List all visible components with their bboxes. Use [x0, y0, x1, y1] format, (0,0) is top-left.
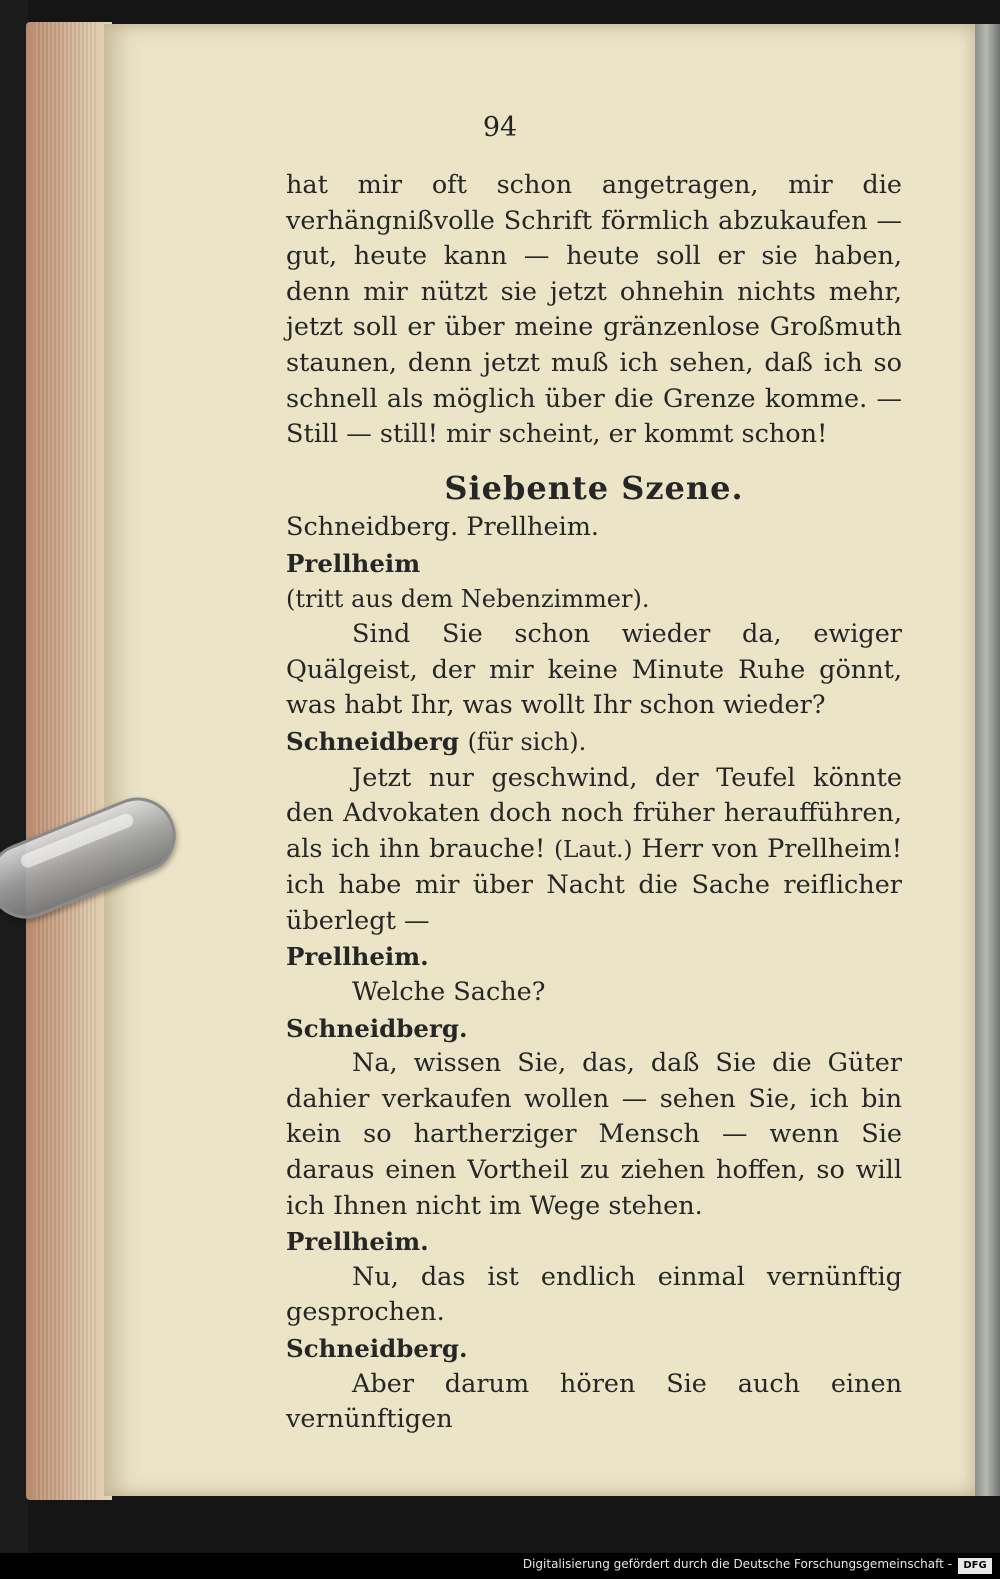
scan-left-background: [0, 0, 28, 1579]
speech-3: Welche Sache?: [352, 977, 546, 1008]
speaker-schneidberg-3: Schneidberg.: [286, 1334, 468, 1363]
speech-4: Na, wissen Sie, das, daß Sie die Güter dahier verkaufen wollen — sehen Sie, ich bin kein so hartherziger Mensch — wenn Sie daraus einen Vortheil zu ziehen hoffen, so will ich Ihnen nicht im Wege stehen.: [286, 1048, 902, 1221]
speech-2: [286, 761, 902, 940]
speech-6: Aber darum hören Sie auch einen vernünftigen: [286, 1368, 902, 1435]
footer-bar: [0, 1553, 1000, 1579]
stage-direction-2: (für sich).: [467, 727, 587, 756]
speaker-schneidberg-2: Schneidberg.: [286, 1013, 468, 1043]
page-number: 94: [482, 112, 518, 143]
speaker-name: Schneidberg: [286, 726, 460, 756]
speech-1: Sind Sie schon wieder da, ewiger Quälgeist, der mir keine Minute Ruhe gönnt, was habt Ihr, was wollt Ihr schon wieder?: [286, 619, 902, 721]
stage-direction-1: (tritt aus dem Nebenzimmer).: [286, 584, 650, 613]
speaker-prellheim-1: Prellheim: [286, 548, 421, 578]
speech-5: Nu, das ist endlich einmal vernünftig gesprochen.: [286, 1261, 902, 1328]
speech-2a: Jetzt nur geschwind, der Teufel könnte den Advokaten doch noch früher heraufführen, als ich ihn brauche!: [286, 762, 902, 864]
dfg-logo: DFG: [958, 1558, 992, 1574]
speaker-prellheim-3: Prellheim.: [286, 1227, 429, 1257]
aside-label: (Laut.): [554, 836, 633, 863]
scene-characters: Schneidberg. Prellheim.: [286, 512, 600, 543]
scene-title: Siebente Szene.: [444, 468, 744, 507]
speaker-prellheim-2: Prellheim.: [286, 942, 429, 972]
page-text: [286, 168, 902, 1438]
footer-credit: Digitalisierung gefördert durch die Deutsche Forschungsgemeinschaft -: [522, 1557, 952, 1571]
speech-2b: Herr von Prellheim! ich habe mir über Nacht die Sache reiflicher überlegt —: [286, 833, 902, 936]
paragraph-1: hat mir oft schon angetragen, mir die verhängnißvolle Schrift förmlich abzukaufen — gut, heute kann — heute soll er sie haben, denn mir nützt sie jetzt ohnehin nichts mehr, jetzt soll er über meine gränzenlose Großmuth staunen, denn jetzt muß ich sehen, daß ich so schnell als möglich über die Grenze komme. — Still — still! mir scheint, er kommt schon!: [286, 170, 902, 450]
book-spine: [975, 24, 1000, 1496]
book-page-edges: [26, 22, 112, 1500]
speaker-schneidberg-1: [286, 724, 902, 761]
